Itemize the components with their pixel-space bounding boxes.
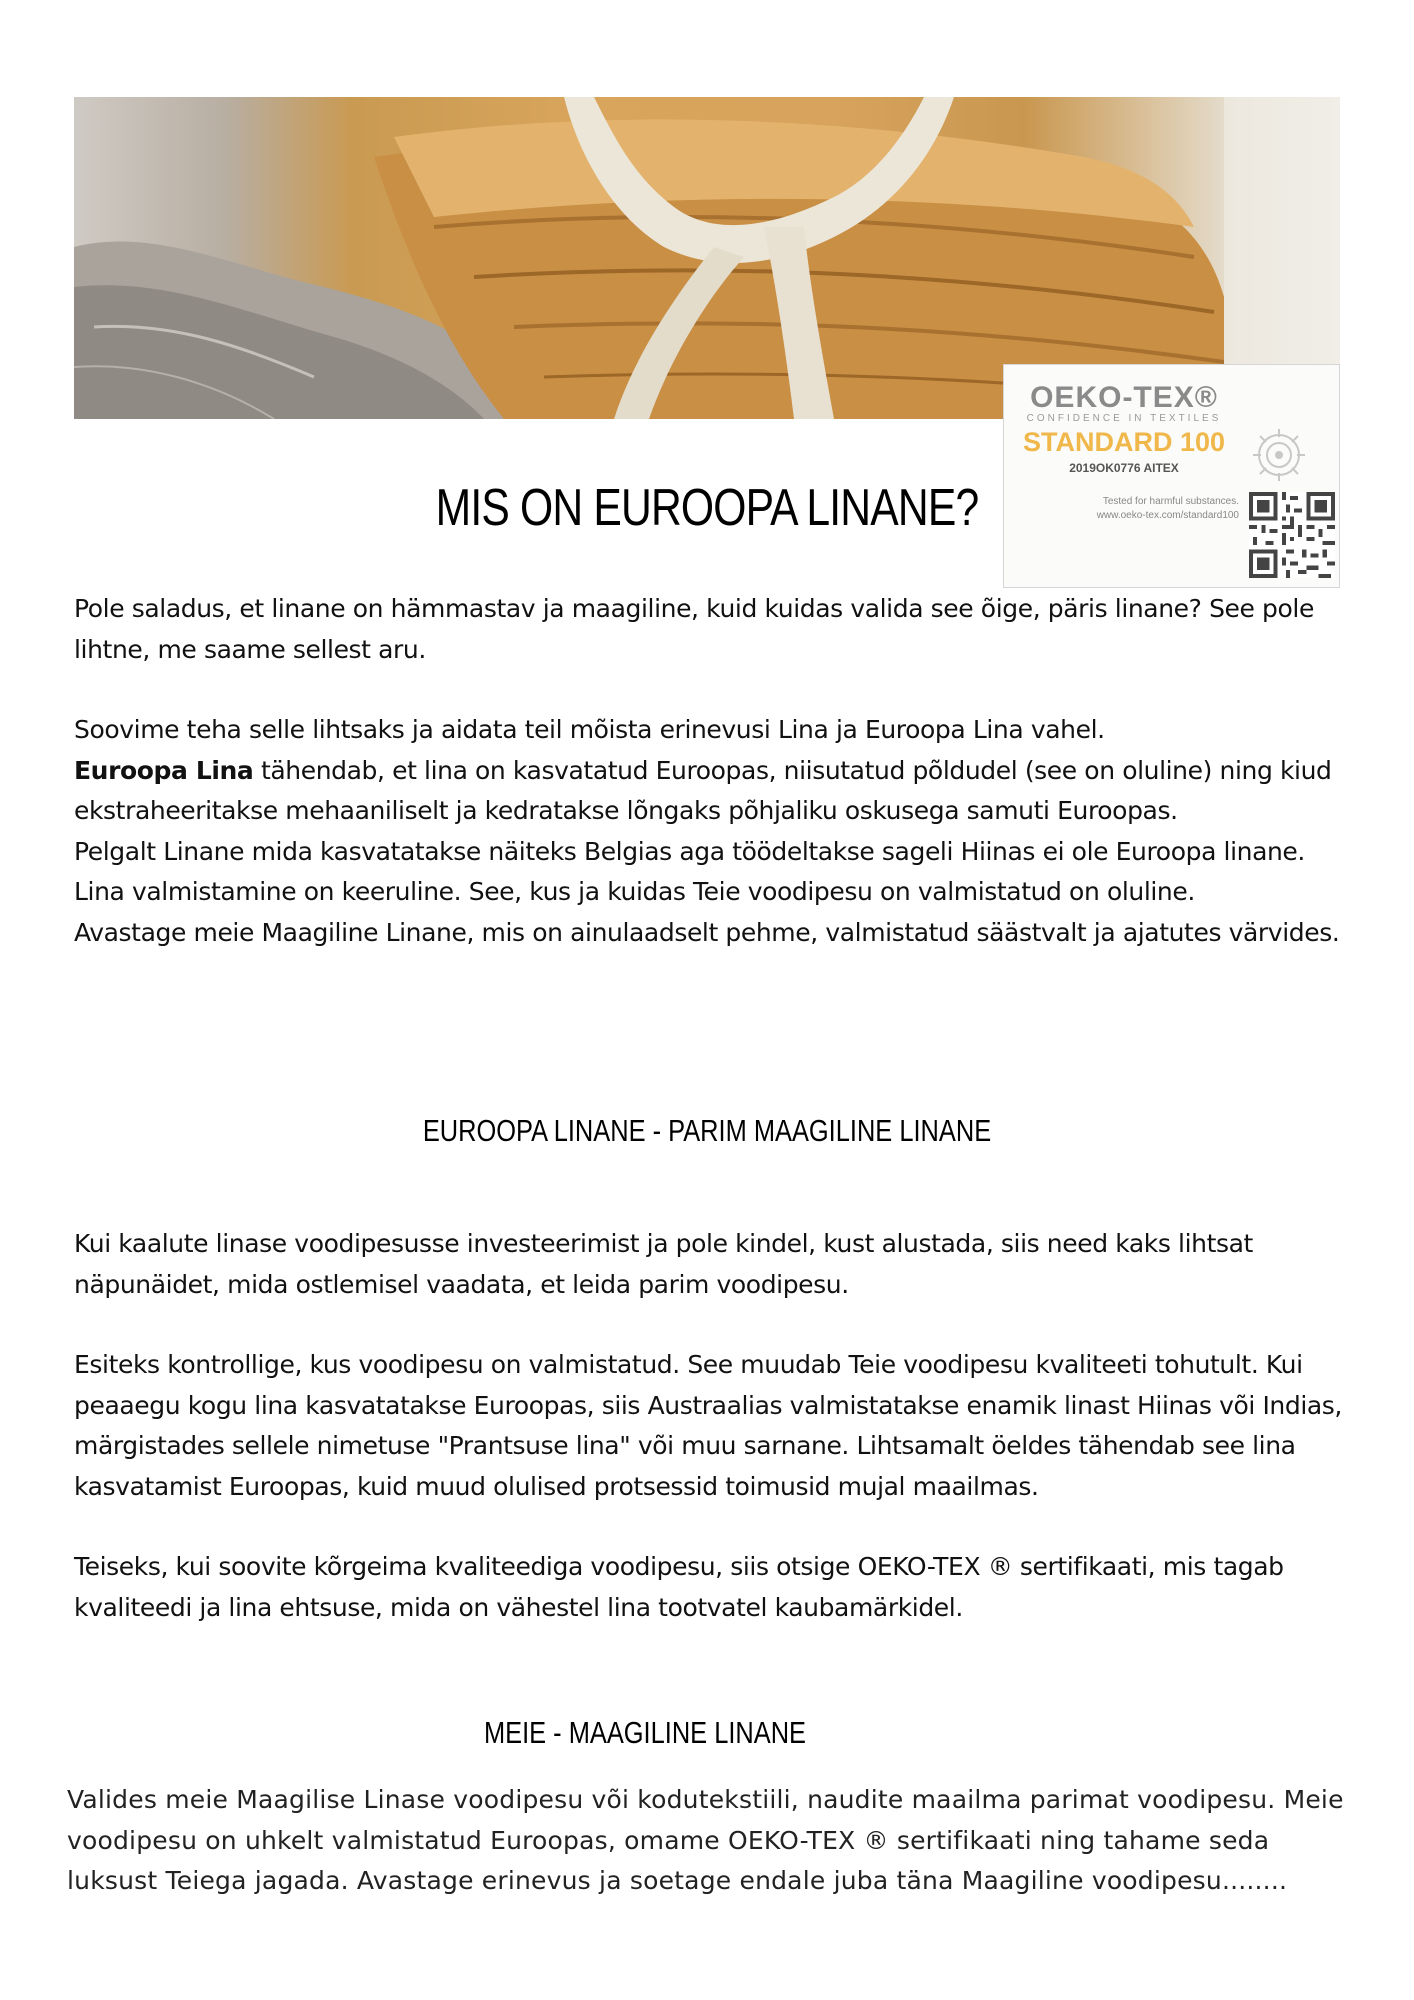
intro-paragraph: Soovime teha selle lihtsaks ja aidata teil mõista erinevusi Lina ja Euroopa Lina vahel. xyxy=(74,715,1105,744)
section2-paragraph: Esiteks kontrollige, kus voodipesu on valmistatud. See muudab Teie voodipesu kvaliteeti tohutult. Kui peaaegu kogu lina kasvatatakse Euroopas, siis Austraalias valmistatakse enamik linast Hiinas või Indias, märgistades sellele nimetuse "Prantsuse lina" või muu sarnane. Lihtsamalt öeldes tähendab see lina kasvatamist Euroopas, kuid muud olulised protsessid toimusid mujal maailmas. xyxy=(74,1350,1342,1501)
badge-certificate-code: 2019OK0776 AITEX xyxy=(1069,461,1179,475)
badge-standard: STANDARD 100 xyxy=(1022,427,1226,457)
page-title: MIS ON EUROOPA LINANE? xyxy=(435,479,979,537)
section2-text xyxy=(74,1224,1354,1628)
section-heading-meie: MEIE - MAAGILINE LINANE xyxy=(483,1715,807,1750)
intro-paragraph: Euroopa Lina tähendab, et lina on kasvatatud Euroopas, niisutatud põldudel (see on oluline) ning kiud ekstraheeritakse mehaaniliselt ja kedratakse lõngaks põhjaliku oskusega samuti Euroopas. xyxy=(74,755,1332,825)
intro-paragraph: Pelgalt Linane mida kasvatatakse näiteks Belgias aga töödeltakse sageli Hiinas ei ole Euroopa linane. xyxy=(74,836,1305,866)
badge-tested-text: Tested for harmful substances. www.oeko-tex.com/standard100 xyxy=(1096,496,1239,521)
closing-paragraph: Valides meie Maagilise Linase voodipesu või kodutekstiili, naudite maailma parimat voodipesu. Meie voodipesu on uhkelt valmistatud Euroopas, omame OEKO-TEX ® sertifikaati ning tahame seda luksust Teiega jagada. Avastage erinevus ja soetage endale juba täna Maagiline voodipesu........ xyxy=(67,1785,1344,1895)
intro-paragraph: Lina valmistamine on keeruline. See, kus ja kuidas Teie voodipesu on valmistatud on oluline. xyxy=(74,877,1195,906)
euroopa-lina-bold: Euroopa Lina xyxy=(74,755,254,785)
intro-paragraph: Avastage meie Maagiline Linane, mis on ainulaadselt pehme, valmistatud säästvalt ja ajatutes värvides. xyxy=(74,917,1340,947)
intro-paragraph: Pole saladus, et linane on hämmastav ja maagiline, kuid kuidas valida see õige, päris linane? See pole lihtne, me saame sellest aru. xyxy=(74,594,1314,664)
intro-text xyxy=(74,589,1354,953)
badge-tagline: CONFIDENCE IN TEXTILES xyxy=(1026,413,1222,424)
section2-paragraph: Kui kaalute linase voodipesusse investeerimist ja pole kindel, kust alustada, siis need kaks lihtsat näpunäidet, mida ostlemisel vaadata, et leida parim voodipesu. xyxy=(74,1229,1253,1299)
section-heading-parim: EUROOPA LINANE - PARIM MAAGILINE LINANE xyxy=(422,1113,992,1148)
oeko-tex-certificate-badge xyxy=(1003,364,1340,588)
section2-paragraph: Teiseks, kui soovite kõrgeima kvaliteediga voodipesu, siis otsige OEKO-TEX ® sertifikaati, mis tagab kvaliteedi ja lina ehtsuse, mida on vähestel lina tootvatel kaubamärkidel. xyxy=(74,1552,1284,1622)
oeko-tex-globe-icon xyxy=(1251,427,1307,483)
oeko-tex-logo: OEKO-TEX® xyxy=(1030,381,1218,414)
